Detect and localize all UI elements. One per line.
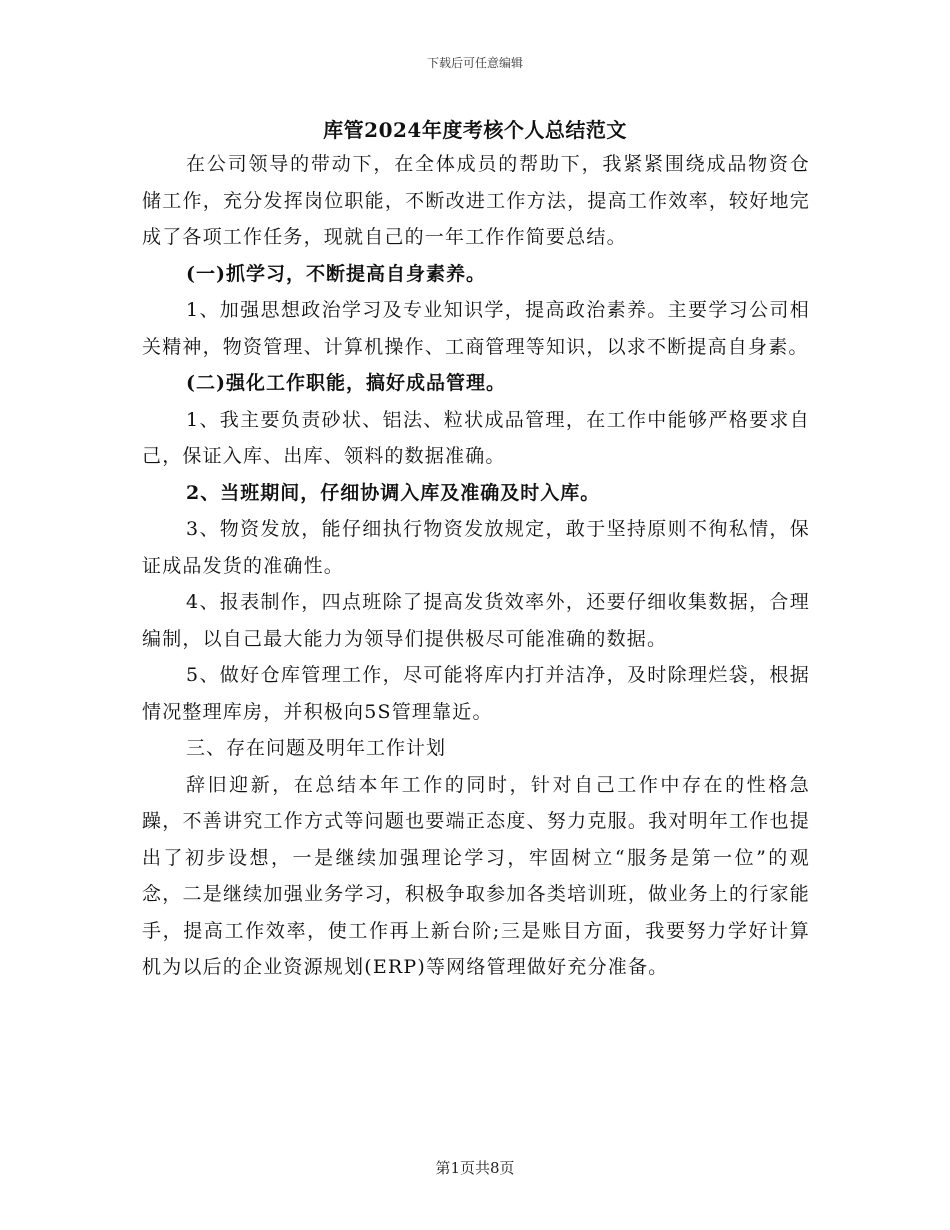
paragraph-warehouse: 5、做好仓库管理工作，尽可能将库内打并洁净，及时除理烂袋，根据情况整理库房，并积极向5S管理靠近。 (142, 664, 810, 723)
page-number: 第1页共8页 (435, 1159, 515, 1177)
paragraph-distribution: 3、物资发放，能仔细执行物资发放规定，敢于坚持原则不徇私情，保证成品发货的准确性。 (142, 518, 810, 577)
document-body (142, 146, 810, 986)
section-heading-management: (二)强化工作职能，搞好成品管理。 (186, 372, 506, 394)
section-heading-study: (一)抓学习，不断提高自身素养。 (186, 262, 486, 285)
paragraph-management: 1、我主要负责砂状、铝法、粒状成品管理，在工作中能够严格要求自己，保证入库、出库、领料的数据准确。 (142, 408, 810, 467)
header-note: 下载后可任意编辑 (426, 56, 523, 70)
section-heading-plan: 三、存在问题及明年工作计划 (186, 737, 447, 759)
paragraph-reports: 4、报表制作，四点班除了提高发货效率外，还要仔细收集数据，合理编制，以自己最大能力为领导们提供极尽可能准确的数据。 (142, 591, 810, 650)
intro-paragraph: 在公司领导的带动下，在全体成员的帮助下，我紧紧围绕成品物资仓储工作，充分发挥岗位职能，不断改进工作方法，提高工作效率，较好地完成了各项工作任务，现就自己的一年工作作简要总结。 (142, 153, 810, 248)
paragraph-plan: 辞旧迎新，在总结本年工作的同时，针对自己工作中存在的性格急躁，不善讲究工作方式等问题也要端正态度、努力克服。我对明年工作也提出了初步设想，一是继续加强理论学习，牢固树立“服务是第一位”的观念，二是继续加强业务学习，积极争取参加各类培训班，做业务上的行家能手，提高工作效率，使工作再上新台阶;三是账目方面，我要努力学好计算机为以后的企业资源规划(ERP)等网络管理做好充分准备。 (142, 773, 810, 978)
section-heading-shift: 2、当班期间，仔细协调入库及准确及时入库。 (186, 481, 601, 504)
paragraph-study: 1、加强思想政治学习及专业知识学，提高政治素养。主要学习公司相关精神，物资管理、计算机操作、工商管理等知识，以求不断提高自身素。 (142, 299, 810, 358)
document-title: 库管2024年度考核个人总结范文 (323, 118, 627, 142)
